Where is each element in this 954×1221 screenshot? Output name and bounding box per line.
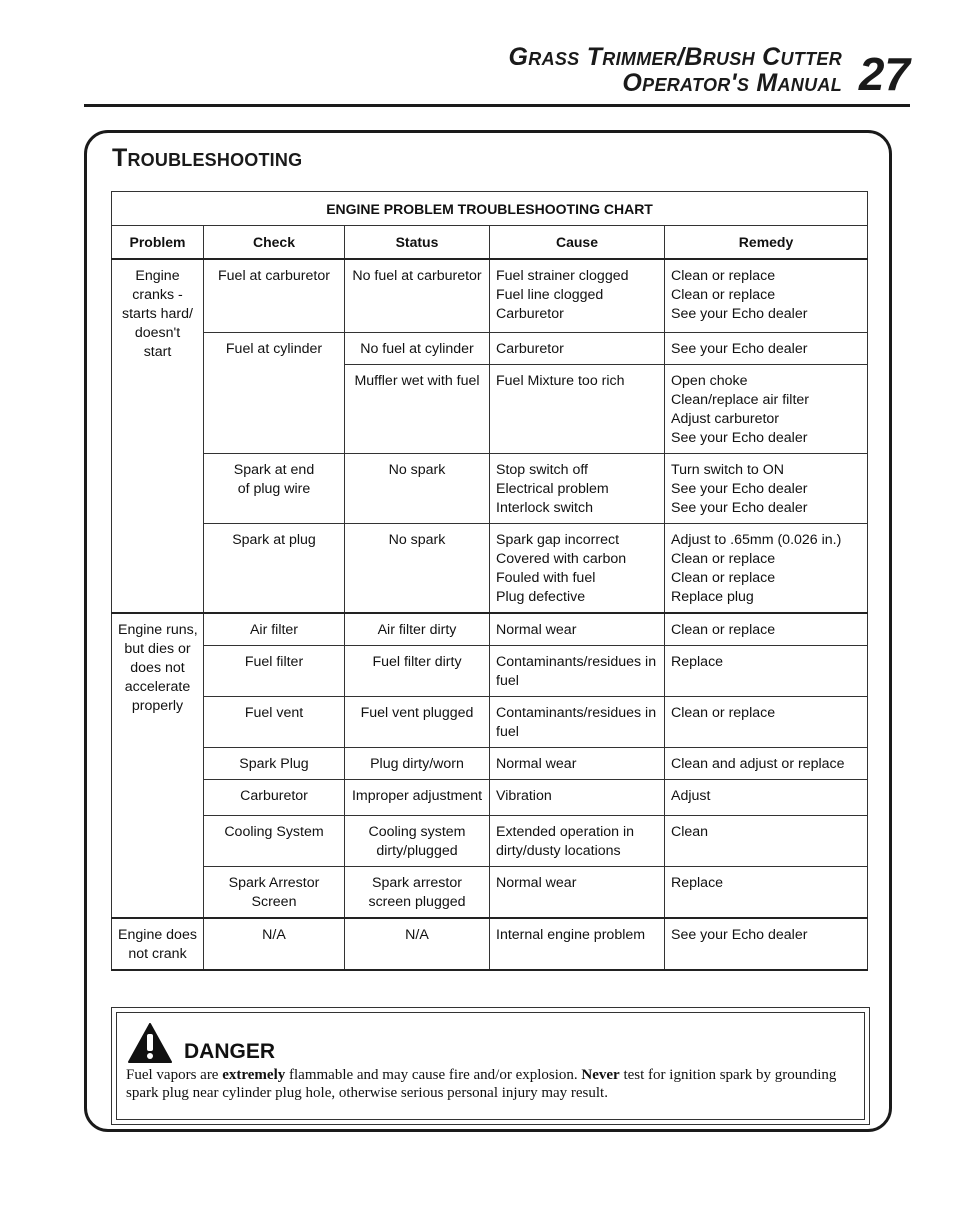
check-cell xyxy=(204,867,345,919)
manual-title-line-1: Grass Trimmer/Brush Cutter xyxy=(508,43,842,71)
cell-line: Internal engine problem xyxy=(496,927,646,943)
cell-line: Spark gap incorrect xyxy=(496,532,620,548)
remedy-cell xyxy=(665,646,868,697)
cell-line: Fuel strainer clogged xyxy=(496,267,629,284)
cell-line: Spark at end xyxy=(233,462,315,478)
check-cell xyxy=(204,780,345,816)
cell-line: Spark at plug xyxy=(232,532,316,548)
cause-cell xyxy=(490,748,665,780)
remedy-cell xyxy=(665,524,868,614)
status-cell xyxy=(345,365,490,454)
cell-line: cranks - xyxy=(132,286,183,303)
status-cell xyxy=(345,697,490,748)
cell-line: Fuel filter dirty xyxy=(372,654,462,670)
cause-cell xyxy=(490,259,665,333)
cell-line: Covered with carbon xyxy=(496,551,627,567)
troubleshooting-chart xyxy=(111,191,868,971)
status-cell xyxy=(345,748,490,780)
remedy-cell xyxy=(665,816,868,867)
cause-cell xyxy=(490,918,665,970)
remedy-cell xyxy=(665,454,868,524)
cell-line: Normal wear xyxy=(496,756,577,772)
cell-line: Fuel filter xyxy=(244,654,304,670)
cell-line: Vibration xyxy=(496,788,552,804)
cell-line: Clean or replace xyxy=(671,705,776,721)
status-cell xyxy=(345,613,490,646)
table-row xyxy=(112,646,868,697)
cell-line: Interlock switch xyxy=(496,500,593,516)
cause-cell xyxy=(490,333,665,365)
cell-line: N/A xyxy=(405,927,429,943)
cell-line: Adjust xyxy=(671,788,711,804)
problem-cell xyxy=(112,918,204,970)
status-cell xyxy=(345,918,490,970)
cell-line: Cooling System xyxy=(224,824,324,840)
remedy-cell xyxy=(665,918,868,970)
cell-line: start xyxy=(143,343,172,360)
cell-line: Spark Arrestor xyxy=(228,875,320,891)
cell-line: Clean/replace air filter xyxy=(671,392,809,408)
cell-line: Engine does xyxy=(118,927,197,943)
check-cell xyxy=(204,454,345,524)
cause-cell xyxy=(490,613,665,646)
remedy-cell xyxy=(665,365,868,454)
page-number: 27 xyxy=(858,48,910,100)
cell-line: Open choke xyxy=(671,373,748,389)
cell-line: doesn't xyxy=(134,324,181,341)
section-title: Troubleshooting xyxy=(112,144,303,172)
manual-title-line-2: Operator's Manual xyxy=(622,69,842,97)
check-cell xyxy=(204,816,345,867)
cell-line: Engine xyxy=(135,267,180,284)
cause-cell xyxy=(490,697,665,748)
cell-line: See your Echo dealer xyxy=(671,341,808,357)
cell-line: Air filter dirty xyxy=(377,622,457,638)
cell-line: does not xyxy=(130,660,185,676)
danger-text-1: Fuel vapors are xyxy=(126,1067,223,1083)
cell-line: Plug defective xyxy=(496,589,586,605)
remedy-cell xyxy=(665,867,868,919)
cell-line: Fuel at cylinder xyxy=(225,341,323,357)
cell-line: Clean xyxy=(671,824,709,840)
chart-body xyxy=(112,259,868,971)
column-header-check: Check xyxy=(204,226,345,259)
cell-line: Carburetor xyxy=(496,305,564,322)
cell-line: See your Echo dealer xyxy=(671,481,808,497)
cell-line: No fuel at carburetor xyxy=(352,267,482,284)
check-cell xyxy=(204,524,345,614)
cell-line: Replace xyxy=(671,654,724,670)
table-row xyxy=(112,816,868,867)
cause-cell xyxy=(490,867,665,919)
cell-line: Electrical problem xyxy=(496,481,609,497)
cell-line: not crank xyxy=(128,946,187,962)
status-cell xyxy=(345,524,490,614)
cause-cell xyxy=(490,816,665,867)
table-row xyxy=(112,867,868,919)
check-cell xyxy=(204,333,345,454)
cause-cell xyxy=(490,365,665,454)
table-row xyxy=(112,454,868,524)
cell-line: Clean or replace xyxy=(671,622,776,638)
cell-line: Fuel at carburetor xyxy=(218,267,330,284)
status-cell xyxy=(345,333,490,365)
header-divider xyxy=(84,104,910,107)
status-cell xyxy=(345,259,490,333)
cell-line: Contaminants/residues in fuel xyxy=(496,654,657,689)
cell-line: Normal wear xyxy=(496,622,577,638)
status-cell xyxy=(345,816,490,867)
cell-line: No spark xyxy=(388,532,446,548)
cell-line: Extended operation in xyxy=(496,824,635,840)
cell-line: No fuel at cylinder xyxy=(360,341,474,357)
cell-line: See your Echo dealer xyxy=(671,500,808,516)
cell-line: Stop switch off xyxy=(496,462,589,478)
cell-line: Turn switch to ON xyxy=(671,462,785,478)
remedy-cell xyxy=(665,697,868,748)
cell-line: screen plugged xyxy=(368,894,466,910)
cell-line: Cooling system xyxy=(368,824,466,840)
cell-line: Adjust carburetor xyxy=(671,411,780,427)
remedy-cell xyxy=(665,259,868,333)
cell-line: accelerate xyxy=(124,679,191,695)
status-cell xyxy=(345,454,490,524)
cell-line: Plug dirty/worn xyxy=(370,756,464,772)
cell-line: Fuel line clogged xyxy=(496,286,604,303)
chart-caption: ENGINE PROBLEM TROUBLESHOOTING CHART xyxy=(112,192,868,226)
cell-line: Clean or replace xyxy=(671,551,776,567)
remedy-cell xyxy=(665,748,868,780)
danger-emphasis-1: extremely xyxy=(222,1067,286,1083)
cell-line: properly xyxy=(131,698,184,714)
cell-line: Carburetor xyxy=(240,788,308,804)
table-row xyxy=(112,748,868,780)
remedy-cell xyxy=(665,780,868,816)
cell-line: See your Echo dealer xyxy=(671,927,808,943)
danger-emphasis-2: Never xyxy=(581,1067,620,1083)
cause-cell xyxy=(490,524,665,614)
cell-line: Contaminants/residues in fuel xyxy=(496,705,657,740)
table-row xyxy=(112,333,868,365)
danger-heading: DANGER xyxy=(184,1040,276,1063)
problem-cell xyxy=(112,259,204,614)
cell-line: N/A xyxy=(262,927,286,943)
cell-line: Carburetor xyxy=(496,341,564,357)
column-header-problem: Problem xyxy=(112,226,204,259)
table-row xyxy=(112,697,868,748)
cell-line: Spark arrestor xyxy=(372,875,462,891)
cell-line: Improper adjustment xyxy=(351,788,483,804)
danger-text-3: test for ignition spark by grounding spark plug near cylinder plug hole, otherwise serious personal injury may result. xyxy=(126,1067,837,1101)
cell-line: Screen xyxy=(251,894,297,910)
status-cell xyxy=(345,867,490,919)
cell-line: Fouled with fuel xyxy=(496,570,596,586)
cell-line: Fuel vent plugged xyxy=(360,705,474,721)
cell-line: Fuel vent xyxy=(244,705,304,721)
cell-line: Engine runs, xyxy=(118,622,198,638)
cell-line: Air filter xyxy=(249,622,299,638)
column-header-cause: Cause xyxy=(490,226,665,259)
problem-cell xyxy=(112,613,204,918)
cell-line: See your Echo dealer xyxy=(671,305,808,322)
check-cell xyxy=(204,259,345,333)
cell-line: Replace plug xyxy=(671,589,754,605)
danger-text-2: flammable and may cause fire and/or explosion. xyxy=(285,1067,582,1083)
warning-triangle-icon xyxy=(128,1023,172,1063)
cell-line: Adjust to .65mm (0.026 in.) xyxy=(671,532,842,548)
check-cell xyxy=(204,918,345,970)
check-cell xyxy=(204,697,345,748)
cell-line: Clean or replace xyxy=(671,570,776,586)
table-row xyxy=(112,780,868,816)
cell-line: Fuel Mixture too rich xyxy=(496,373,625,389)
status-cell xyxy=(345,780,490,816)
cell-line: Clean or replace xyxy=(671,286,776,303)
danger-message xyxy=(126,1066,854,1102)
cell-line: Replace xyxy=(671,875,724,891)
status-cell xyxy=(345,646,490,697)
remedy-cell xyxy=(665,613,868,646)
cell-line: Clean and adjust or replace xyxy=(671,756,845,772)
cell-line: See your Echo dealer xyxy=(671,430,808,446)
cause-cell xyxy=(490,454,665,524)
cell-line: dirty/dusty locations xyxy=(496,843,621,859)
check-cell xyxy=(204,613,345,646)
check-cell xyxy=(204,748,345,780)
remedy-cell xyxy=(665,333,868,365)
cell-line: starts hard/ xyxy=(122,305,193,322)
table-row xyxy=(112,613,868,646)
cell-line: Muffler wet with fuel xyxy=(354,373,480,389)
check-cell xyxy=(204,646,345,697)
cell-line: No spark xyxy=(388,462,446,478)
cell-line: Clean or replace xyxy=(671,267,776,284)
cell-line: Normal wear xyxy=(496,875,577,891)
cell-line: dirty/plugged xyxy=(376,843,458,859)
cell-line: of plug wire xyxy=(237,481,311,497)
manual-title xyxy=(282,44,842,96)
column-header-status: Status xyxy=(345,226,490,259)
cause-cell xyxy=(490,646,665,697)
table-row xyxy=(112,259,868,333)
cell-line: but dies or xyxy=(124,641,191,657)
cell-line: Spark Plug xyxy=(239,756,309,772)
column-header-remedy: Remedy xyxy=(665,226,868,259)
table-row xyxy=(112,524,868,614)
table-row xyxy=(112,918,868,970)
cause-cell xyxy=(490,780,665,816)
